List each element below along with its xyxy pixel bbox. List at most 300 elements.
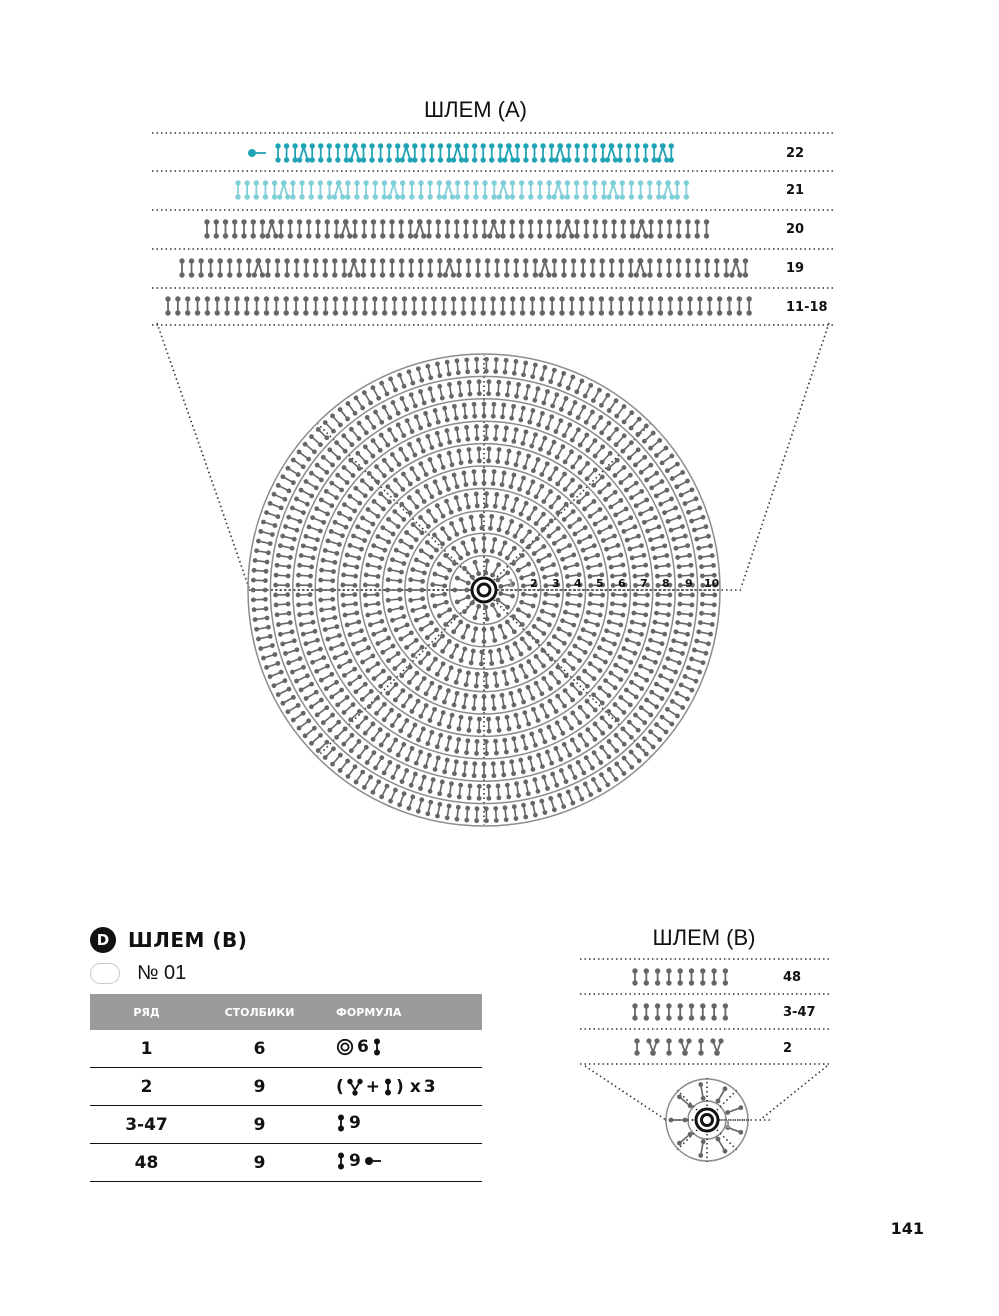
single-crochet-symbol: [599, 296, 604, 315]
spiral-stitch: [505, 381, 511, 398]
spiral-stitch: [519, 501, 529, 517]
stitch-count: 9: [203, 1068, 316, 1106]
spiral-stitch: [310, 655, 326, 664]
spiral-stitch: [584, 619, 600, 627]
spiral-stitch: [348, 628, 364, 637]
single-crochet-symbol: [723, 1003, 728, 1020]
spiral-stitch: [280, 695, 295, 706]
spiral-stitch: [365, 415, 377, 430]
spiral-stitch: [519, 664, 529, 680]
spiral-stitch: [678, 592, 695, 597]
spiral-stitch: [275, 611, 292, 617]
spiral-stitch: [398, 447, 409, 462]
spiral-stitch: [462, 761, 468, 778]
spiral-stitch: [452, 588, 469, 593]
single-crochet-symbol: [689, 1003, 694, 1020]
spiral-stitch: [372, 499, 386, 511]
spiral-stitch: [355, 645, 371, 655]
spiral-stitch: [276, 687, 291, 697]
decrease-symbol: [502, 143, 515, 162]
single-crochet-symbol: [546, 180, 551, 199]
spiral-stitch: [629, 680, 644, 691]
spiral-stitch: [629, 750, 642, 764]
single-crochet-symbol: [418, 180, 423, 199]
spiral-stitch: [387, 427, 398, 442]
single-crochet-symbol: [611, 219, 616, 238]
spiral-stitch: [405, 418, 415, 434]
spiral-stitch: [435, 802, 442, 819]
single-crochet-symbol: [571, 258, 576, 277]
spiral-stitch: [510, 667, 519, 683]
spiral-stitch: [526, 506, 537, 521]
spiral-stitch: [490, 562, 501, 577]
spiral-stitch: [536, 553, 551, 563]
spiral-stitch: [601, 637, 617, 646]
spiral-stitch: [418, 461, 428, 477]
single-crochet-symbol: [275, 258, 280, 277]
spiral-stitch: [283, 647, 299, 655]
helmet-b-title: ШЛЕМ (В): [652, 925, 756, 950]
spiral-stitch: [509, 404, 516, 421]
spiral-stitch: [253, 558, 270, 564]
single-crochet-symbol: [666, 258, 671, 277]
spiral-stitch: [624, 688, 639, 700]
funnel-line-left: [157, 323, 249, 588]
spiral-stitch: [639, 705, 653, 717]
single-crochet-symbol: [510, 180, 515, 199]
spiral-stitch: [304, 690, 319, 701]
spiral-stitch: [382, 405, 393, 420]
single-crochet-symbol: [575, 143, 580, 162]
spiral-stitch: [342, 465, 356, 478]
single-crochet-symbol: [412, 296, 417, 315]
spiral-stitch: [588, 661, 603, 673]
single-crochet-symbol: [481, 143, 486, 162]
spiral-stitch: [625, 534, 641, 543]
single-crochet-symbol: [437, 258, 442, 277]
spiral-stitch: [540, 648, 553, 661]
spiral-stitch: [371, 438, 383, 452]
single-crochet-symbol: [342, 258, 347, 277]
spiral-stitch: [675, 620, 692, 627]
spiral-stitch: [442, 406, 449, 423]
spiral-stitch: [477, 717, 482, 734]
spiral-stitch: [586, 563, 603, 570]
spiral-stitch: [374, 464, 387, 478]
spiral-stitch: [671, 534, 687, 542]
formula: 9: [336, 1151, 382, 1171]
spiral-stitch: [472, 761, 477, 778]
spiral-stitch: [648, 729, 662, 742]
spiral-stitch: [343, 611, 360, 618]
spiral-stitch: [529, 432, 538, 448]
spiral-stitch: [477, 379, 482, 396]
spiral-stitch: [273, 583, 290, 588]
spiral-stitch: [273, 592, 290, 597]
spiral-stitch: [505, 715, 512, 732]
spiral-stitch: [599, 393, 610, 408]
single-crochet-symbol: [313, 258, 318, 277]
single-crochet-symbol: [380, 258, 385, 277]
spiral-stitch: [437, 607, 452, 618]
spiral-stitch: [400, 396, 410, 412]
spiral-stitch: [698, 1139, 705, 1158]
single-crochet-symbol: [310, 143, 315, 162]
single-crochet-symbol: [549, 143, 554, 162]
single-crochet-symbol: [655, 968, 660, 985]
spiral-stitch: [418, 515, 431, 529]
spiral-stitch: [428, 386, 436, 402]
single-crochet-symbol: [621, 219, 626, 238]
spiral-stitch: [567, 400, 577, 416]
spiral-stitch: [593, 516, 608, 527]
single-crochet-symbol: [409, 180, 414, 199]
single-crochet-symbol: [392, 296, 397, 315]
spiral-stitch: [556, 627, 571, 637]
spiral-stitch: [414, 414, 423, 430]
spiral-stitch: [474, 357, 479, 374]
single-crochet-symbol: [658, 296, 663, 315]
spiral-stitch: [635, 424, 648, 437]
spiral-stitch: [597, 645, 613, 655]
spiral-stitch: [488, 514, 494, 531]
spiral-stitch: [512, 359, 518, 376]
spiral-stitch: [387, 605, 404, 612]
single-crochet-symbol: [471, 296, 476, 315]
spiral-stitch: [645, 525, 661, 534]
spiral-stitch: [563, 716, 574, 731]
spiral-stitch: [407, 795, 416, 811]
single-crochet-symbol: [327, 143, 332, 162]
spiral-stitch: [633, 455, 647, 467]
spiral-stitch: [540, 519, 553, 532]
funnel-line-right: [760, 1066, 827, 1120]
spiral-stitch: [418, 775, 426, 791]
spiral-stitch: [363, 444, 375, 458]
spiral-stitch: [291, 458, 306, 470]
spiral-stitch: [599, 421, 611, 435]
spiral-stitch: [324, 680, 339, 691]
spiral-stitch: [608, 671, 623, 682]
decrease-symbol: [442, 180, 455, 199]
spiral-stitch: [445, 360, 452, 377]
single-crochet-symbol: [402, 296, 407, 315]
spiral-stitch: [532, 777, 540, 793]
single-crochet-symbol: [362, 296, 367, 315]
spiral-stitch: [457, 449, 464, 466]
spiral-stitch: [567, 517, 581, 529]
spiral-stitch: [484, 491, 489, 508]
spiral-stitch: [522, 710, 531, 726]
spiral-stitch: [622, 756, 634, 770]
spiral-stitch: [630, 553, 647, 560]
spiral-stitch: [433, 600, 449, 609]
spiral-stitch: [457, 381, 463, 398]
spiral-stitch: [424, 681, 435, 696]
spiral-stitch: [597, 685, 611, 698]
spiral-stitch: [526, 685, 536, 701]
spiral-stitch: [614, 733, 627, 747]
row-number: 3-47: [90, 1106, 203, 1144]
single-crochet-symbol: [315, 219, 320, 238]
row-label-21: 21: [786, 183, 805, 198]
spiral-stitch: [479, 650, 484, 667]
single-crochet-symbol: [306, 219, 311, 238]
spiral-stitch: [648, 638, 664, 646]
spiral-stitch: [555, 472, 567, 487]
spiral-stitch: [386, 577, 403, 583]
spiral-stitch: [655, 601, 672, 607]
spiral-stitch: [471, 626, 478, 643]
spiral-stitch: [275, 563, 292, 569]
single-crochet-symbol: [711, 968, 716, 985]
spiral-stitch: [674, 543, 691, 550]
spiral-stitch: [459, 647, 468, 663]
spiral-stitch: [360, 654, 375, 665]
spiral-stitch: [574, 786, 584, 802]
spiral-stitch: [399, 630, 414, 641]
single-crochet-symbol: [746, 296, 751, 315]
single-crochet-symbol: [556, 219, 561, 238]
spiral-stitch: [407, 723, 417, 738]
single-crochet-symbol: [227, 258, 232, 277]
spiral-stitch: [353, 486, 367, 498]
spiral-stitch: [348, 543, 364, 552]
spiral-stitch: [299, 620, 316, 627]
single-crochet-symbol: [371, 219, 376, 238]
spiral-stitch: [400, 768, 410, 784]
single-crochet-symbol: [559, 296, 564, 315]
spiral-stitch: [547, 641, 561, 653]
spiral-stitch: [474, 672, 480, 689]
spiral-stitch: [677, 563, 694, 569]
spiral-stitch: [354, 770, 365, 785]
stitch-row: [634, 1038, 723, 1056]
spiral-stitch: [645, 647, 661, 656]
spiral-stitch: [620, 726, 633, 739]
spiral-stitch: [534, 654, 546, 668]
spiral-stitch: [297, 718, 311, 730]
spiral-stitch: [430, 592, 447, 598]
spiral-stitch: [378, 491, 392, 504]
spiral-stitch: [576, 760, 587, 775]
funnel-line-right: [741, 323, 829, 588]
spiral-stitch: [654, 446, 668, 458]
spiral-stitch: [423, 411, 432, 427]
single-crochet-symbol: [523, 258, 528, 277]
spiral-stitch: [355, 715, 368, 729]
single-crochet-symbol: [399, 219, 404, 238]
spiral-stitch: [299, 682, 314, 693]
spiral-stitch: [307, 647, 323, 656]
spiral-stitch: [437, 384, 444, 401]
spiral-stitch: [570, 682, 583, 696]
spiral-stitch: [607, 739, 619, 753]
spiral-stitch: [349, 427, 361, 441]
spiral-stitch: [399, 539, 414, 550]
spiral-stitch: [391, 764, 401, 780]
spiral-stitch: [457, 783, 463, 800]
spiral-stitch: [591, 388, 602, 403]
formula: 6: [336, 1037, 382, 1057]
round-number-4: 4: [574, 577, 582, 590]
spiral-stitch: [321, 615, 338, 622]
spiral-stitch: [563, 610, 579, 618]
spiral-stitch: [371, 543, 387, 552]
row-label-20: 20: [786, 222, 805, 237]
spiral-stitch: [608, 498, 623, 509]
spiral-stitch: [698, 1082, 705, 1101]
helmet-a-title: ШЛЕМ (А): [423, 97, 528, 122]
spiral-stitch: [642, 515, 658, 524]
spiral-stitch: [251, 578, 268, 583]
spiral-stitch: [541, 489, 553, 504]
spiral-stitch: [397, 373, 406, 389]
single-crochet-symbol: [205, 296, 210, 315]
spiral-stitch: [562, 423, 572, 438]
single-crochet-symbol: [263, 180, 268, 199]
spiral-stitch: [497, 516, 505, 532]
spiral-stitch: [303, 726, 317, 738]
spiral-stitch: [425, 434, 434, 450]
spiral-stitch: [698, 620, 715, 627]
spiral-stitch: [510, 497, 519, 513]
spiral-stitch: [283, 524, 299, 532]
spiral-stitch: [426, 509, 438, 524]
single-crochet-symbol: [284, 143, 289, 162]
spiral-stitch: [675, 553, 692, 560]
spiral-stitch: [440, 639, 452, 654]
single-crochet-symbol: [678, 296, 683, 315]
spiral-stitch: [662, 665, 678, 675]
row-label-22: 22: [786, 146, 805, 161]
spiral-stitch: [518, 406, 525, 423]
single-crochet-symbol: [619, 258, 624, 277]
decrease-symbol: [487, 219, 500, 238]
spiral-stitch: [654, 488, 669, 499]
spiral-stitch: [677, 1132, 693, 1146]
spiral-stitch: [296, 592, 313, 597]
spiral-stitch: [319, 497, 334, 508]
spiral-stitch: [390, 713, 402, 728]
spiral-stitch: [355, 524, 371, 534]
spiral-stitch: [340, 592, 357, 597]
spiral-stitch: [419, 548, 434, 559]
spiral-stitch: [609, 563, 626, 570]
spiral-stitch: [464, 738, 470, 755]
single-crochet-symbol: [254, 296, 259, 315]
spiral-stitch: [321, 455, 335, 467]
round-number-b-1: 1: [724, 1118, 732, 1131]
spiral-stitch: [407, 671, 419, 685]
spiral-stitch: [337, 659, 352, 669]
spiral-stitch: [488, 649, 494, 666]
spiral-stitch: [482, 627, 487, 644]
spiral-stitch: [592, 750, 604, 765]
decrease-symbol: [277, 180, 290, 199]
spiral-stitch: [584, 410, 595, 425]
spiral-stitch: [725, 1105, 743, 1115]
helmet-a-row-strips: [0, 0, 999, 340]
spiral-stitch: [392, 509, 406, 522]
spiral-stitch: [442, 476, 451, 492]
spiral-stitch: [519, 600, 535, 609]
single-crochet-symbol: [179, 258, 184, 277]
spiral-stitch: [472, 694, 478, 711]
single-crochet-symbol: [275, 143, 280, 162]
spiral-stitch: [696, 543, 713, 550]
spiral-stitch: [493, 357, 498, 374]
spiral-stitch: [268, 501, 284, 510]
spiral-stitch: [521, 361, 528, 378]
spiral-stitch: [553, 418, 563, 434]
single-crochet-symbol: [421, 143, 426, 162]
spiral-stitch: [444, 499, 453, 515]
page-number: 141: [890, 1219, 924, 1238]
spiral-stitch: [444, 665, 453, 681]
single-crochet-symbol: [345, 180, 350, 199]
spiral-stitch: [542, 600, 559, 607]
helmet-a-spiral-chart: [0, 320, 999, 860]
decrease-symbol: [451, 143, 464, 162]
stitch-row: [204, 219, 709, 239]
single-crochet-symbol: [482, 219, 487, 238]
single-crochet-symbol: [533, 258, 538, 277]
spiral-stitch: [321, 558, 338, 565]
single-crochet-symbol: [380, 219, 385, 238]
spiral-stitch: [500, 471, 507, 488]
single-crochet-symbol: [657, 258, 662, 277]
spiral-stitch: [635, 743, 648, 756]
slip-stitch-end-symbol: [248, 149, 266, 157]
spiral-stitch: [329, 642, 345, 651]
spiral-stitch: [604, 628, 620, 637]
spiral-stitch: [642, 431, 656, 444]
spiral-stitch: [552, 634, 567, 645]
spiral-stitch: [469, 649, 476, 666]
spiral-stitch: [459, 517, 468, 533]
spiral-stitch: [366, 507, 381, 519]
single-crochet-symbol: [618, 296, 623, 315]
header-row: РЯД: [90, 994, 203, 1030]
spiral-stitch: [276, 483, 291, 493]
spiral-stitch: [665, 707, 680, 718]
spiral-stitch: [341, 601, 358, 607]
single-crochet-symbol: [335, 143, 340, 162]
spiral-stitch: [614, 433, 627, 447]
spiral-stitch: [418, 703, 428, 719]
spiral-stitch: [452, 691, 460, 707]
spiral-stitch: [473, 560, 482, 576]
spiral-stitch: [437, 454, 446, 470]
spiral-stitch: [323, 548, 339, 556]
single-crochet-symbol: [540, 143, 545, 162]
single-crochet-symbol: [175, 296, 180, 315]
spiral-stitch: [583, 383, 593, 398]
spiral-stitch: [462, 600, 475, 614]
spiral-stitch: [628, 543, 644, 551]
spiral-stitch: [464, 671, 471, 688]
spiral-stitch: [418, 389, 426, 405]
single-crochet-symbol: [658, 219, 663, 238]
spiral-stitch: [318, 597, 335, 603]
spiral-stitch: [631, 563, 648, 570]
spiral-stitch: [611, 592, 628, 597]
round-number-10: 10: [704, 577, 720, 590]
spiral-stitch: [563, 562, 579, 570]
spiral-stitch: [409, 392, 418, 408]
stitch-count: 9: [203, 1144, 316, 1182]
